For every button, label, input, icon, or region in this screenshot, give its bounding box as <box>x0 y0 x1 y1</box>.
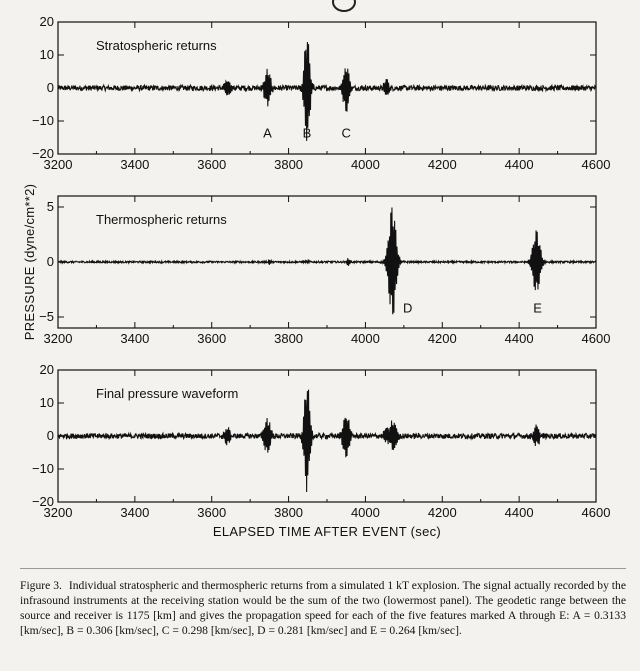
caption-label: Figure 3. <box>20 579 62 592</box>
panel-title: Thermospheric returns <box>96 212 227 227</box>
figure-caption <box>20 578 626 638</box>
x-tick-label: 4000 <box>350 157 380 172</box>
x-tick-label: 3400 <box>120 505 150 520</box>
panel-title: Stratospheric returns <box>96 38 217 53</box>
x-tick-label: 4000 <box>350 505 380 520</box>
y-tick-label: 5 <box>46 199 54 214</box>
x-tick-label: 4000 <box>350 331 380 346</box>
caption-text: Individual stratospheric and thermospheric returns from a simulated 1 kT explosion. The signal actually recorded by the infrasound instruments at the receiving station would be the sum of the two (lowermost panel). The geodetic range between the source and receiver is 1175 [km] and gives the propagation speed for each of the five features marked A through E: A = 0.3133 [km/sec], B = 0.306 [km/sec], C = 0.298 [km/sec], D = 0.281 [km/sec] and E = 0.264 [km/sec]. <box>20 579 626 637</box>
y-tick-label: 10 <box>39 47 54 62</box>
y-tick-label: 0 <box>46 80 54 95</box>
panel-stratospheric <box>32 14 611 172</box>
waveform-series <box>58 42 596 141</box>
caption-divider <box>20 568 626 569</box>
x-tick-label: 3200 <box>43 505 73 520</box>
y-tick-label: −10 <box>31 461 54 476</box>
feature-marker-d: D <box>403 300 413 316</box>
x-tick-label: 4600 <box>581 331 611 346</box>
x-tick-label: 3800 <box>274 505 304 520</box>
x-tick-label: 3800 <box>274 157 304 172</box>
x-tick-label: 4200 <box>427 331 457 346</box>
panel-title: Final pressure waveform <box>96 386 239 401</box>
x-tick-label: 4600 <box>581 505 611 520</box>
y-tick-label: −20 <box>31 494 54 509</box>
x-tick-label: 4400 <box>504 505 534 520</box>
x-tick-label: 4200 <box>427 505 457 520</box>
x-tick-label: 4600 <box>581 157 611 172</box>
y-axis-label: PRESSURE (dyne/cm**2) <box>22 183 37 341</box>
y-tick-label: −10 <box>31 113 54 128</box>
x-tick-label: 3400 <box>120 331 150 346</box>
x-tick-label: 3600 <box>197 331 227 346</box>
x-axis-label: ELAPSED TIME AFTER EVENT (sec) <box>212 524 442 539</box>
feature-marker-e: E <box>533 300 542 316</box>
y-tick-label: 10 <box>39 395 54 410</box>
x-tick-label: 4400 <box>504 331 534 346</box>
y-tick-label: 20 <box>39 362 54 377</box>
feature-marker-b: B <box>302 125 312 141</box>
feature-marker-c: C <box>341 125 351 141</box>
x-tick-label: 3200 <box>43 157 73 172</box>
x-tick-label: 3600 <box>197 505 227 520</box>
waveform-series <box>58 390 596 492</box>
x-tick-label: 4200 <box>427 157 457 172</box>
y-tick-label: 0 <box>46 428 54 443</box>
x-tick-label: 3800 <box>274 331 304 346</box>
x-tick-label: 3600 <box>197 157 227 172</box>
y-tick-label: 20 <box>39 14 54 29</box>
y-tick-label: −5 <box>39 309 54 324</box>
x-tick-label: 4400 <box>504 157 534 172</box>
panel-thermospheric <box>22 184 610 346</box>
y-tick-label: −20 <box>31 146 54 161</box>
panel-final-waveform <box>32 362 611 539</box>
y-tick-label: 0 <box>46 254 54 269</box>
x-tick-label: 3400 <box>120 157 150 172</box>
x-tick-label: 3200 <box>43 331 73 346</box>
feature-marker-a: A <box>263 125 272 141</box>
